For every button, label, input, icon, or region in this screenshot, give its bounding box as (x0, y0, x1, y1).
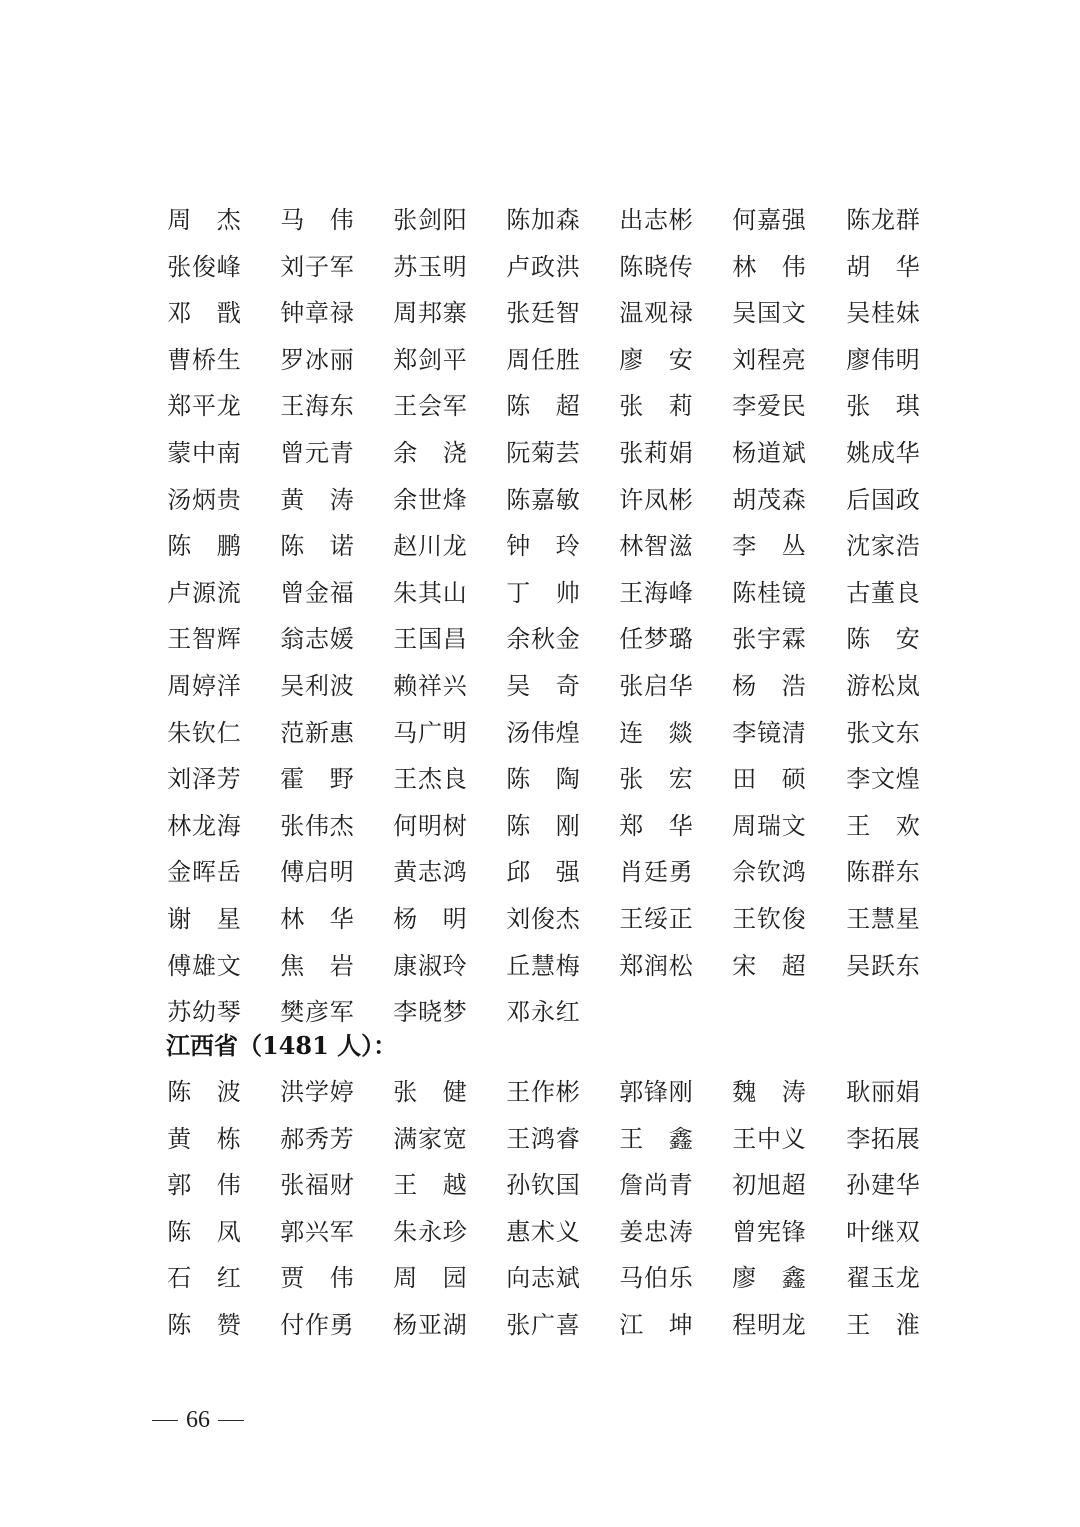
person-name: 游 松 岚 (846, 671, 920, 700)
person-name: 范 新 惠 (280, 718, 354, 747)
person-name: 陈 鹏 (167, 532, 241, 561)
person-name: 刘 俊 杰 (506, 904, 580, 933)
person-name: 任 梦 璐 (619, 625, 693, 654)
name-row (167, 1217, 927, 1264)
name-row (167, 391, 927, 438)
person-name: 陈 安 (846, 625, 920, 654)
person-name: 何 嘉 强 (732, 206, 806, 234)
person-name: 霍 野 (280, 765, 354, 794)
person-name: 吴 利 波 (280, 671, 354, 700)
name-row (167, 1124, 927, 1171)
person-name: 张 文 东 (846, 718, 920, 747)
page-number (150, 1405, 252, 1435)
name-row (167, 1263, 927, 1310)
person-name: 周 婷 洋 (167, 671, 241, 700)
person-name: 胡 茂 森 (732, 485, 806, 514)
person-name: 吴 奇 (506, 671, 580, 700)
person-name: 李 爱 民 (732, 392, 806, 421)
person-name: 邓 戬 (167, 299, 241, 328)
person-name: 谢 星 (167, 904, 241, 933)
person-name: 王 鑫 (619, 1124, 693, 1153)
person-name: 杨 道 斌 (732, 438, 806, 467)
person-name: 马 伯 乐 (619, 1264, 693, 1293)
name-row (167, 624, 927, 671)
person-name: 张 启 华 (619, 671, 693, 700)
person-name: 后 国 政 (846, 485, 920, 514)
person-name: 李 文 煌 (846, 765, 920, 794)
person-name: 王 海 峰 (619, 578, 693, 607)
person-name: 王 欢 (846, 811, 920, 840)
person-name: 陈 陶 (506, 765, 580, 794)
person-name: 王 作 彬 (506, 1078, 580, 1106)
person-name: 黄 栋 (167, 1124, 241, 1153)
name-row (167, 1170, 927, 1217)
name-list-jiangxi (167, 1077, 927, 1357)
person-name: 朱 钦 仁 (167, 718, 241, 747)
person-name: 钟 玲 (506, 532, 580, 561)
person-name: 陈 嘉 敏 (506, 485, 580, 514)
person-name: 张 莉 娟 (619, 438, 693, 467)
person-name: 赖 祥 兴 (393, 671, 467, 700)
person-name: 王 会 军 (393, 392, 467, 421)
person-name: 詹 尚 青 (619, 1171, 693, 1200)
person-name: 苏 玉 明 (393, 252, 467, 281)
person-name: 郝 秀 芳 (280, 1124, 354, 1153)
person-name: 邓 永 红 (506, 998, 580, 1027)
name-row (167, 1077, 927, 1124)
person-name: 苏 幼 琴 (167, 998, 241, 1027)
person-name: 陈 加 森 (506, 206, 580, 234)
person-name: 廖 鑫 (732, 1264, 806, 1293)
person-name: 张 莉 (619, 392, 693, 421)
person-name: 连 燚 (619, 718, 693, 747)
person-name: 古 董 良 (846, 578, 920, 607)
person-name: 刘 泽 芳 (167, 765, 241, 794)
person-name: 张 福 财 (280, 1171, 354, 1200)
person-name: 陈 凤 (167, 1217, 241, 1246)
person-name: 黄 志 鸿 (393, 858, 467, 887)
person-name: 卢 政 洪 (506, 252, 580, 281)
person-name: 汤 伟 煌 (506, 718, 580, 747)
person-name: 姜 忠 涛 (619, 1217, 693, 1246)
person-name: 邱 强 (506, 858, 580, 887)
name-row (167, 811, 927, 858)
person-name: 李 晓 梦 (393, 998, 467, 1027)
person-name: 王 中 义 (732, 1124, 806, 1153)
person-name: 王 智 辉 (167, 625, 241, 654)
person-name: 满 家 宽 (393, 1124, 467, 1153)
person-name: 江 坤 (619, 1310, 693, 1339)
person-name: 朱 永 珍 (393, 1217, 467, 1246)
person-name: 吴 国 文 (732, 299, 806, 328)
person-name: 马 伟 (280, 206, 354, 234)
person-name: 张 伟 杰 (280, 811, 354, 840)
person-name: 叶 继 双 (846, 1217, 920, 1246)
person-name: 何 明 树 (393, 811, 467, 840)
person-name: 蒙 中 南 (167, 438, 241, 467)
person-name: 魏 涛 (732, 1078, 806, 1106)
person-name: 张 琪 (846, 392, 920, 421)
person-name: 佘 钦 鸿 (732, 858, 806, 887)
person-name: 曾 金 福 (280, 578, 354, 607)
name-row (167, 671, 927, 718)
person-name: 向 志 斌 (506, 1264, 580, 1293)
person-name: 卢 源 流 (167, 578, 241, 607)
person-name: 张 俊 峰 (167, 252, 241, 281)
person-name: 周 邦 寨 (393, 299, 467, 328)
section-heading-jiangxi: 江西省（1481 人）： (166, 1031, 398, 1060)
dash-right (218, 1420, 244, 1421)
name-row (167, 531, 927, 578)
name-row (167, 485, 927, 532)
name-row (167, 951, 927, 998)
person-name: 张 健 (393, 1078, 467, 1106)
person-name: 曾 宪 锋 (732, 1217, 806, 1246)
person-name: 郑 润 松 (619, 951, 693, 980)
person-name: 傅 启 明 (280, 858, 354, 887)
name-row (167, 857, 927, 904)
name-row (167, 345, 927, 392)
person-name: 张 广 喜 (506, 1310, 580, 1339)
person-name: 周 瑞 文 (732, 811, 806, 840)
person-name: 翟 玉 龙 (846, 1264, 920, 1293)
person-name: 刘 程 亮 (732, 345, 806, 374)
person-name: 耿 丽 娟 (846, 1078, 920, 1106)
person-name: 孙 钦 国 (506, 1171, 580, 1200)
person-name: 焦 岩 (280, 951, 354, 980)
person-name: 金 晖 岳 (167, 858, 241, 887)
person-name: 陈 群 东 (846, 858, 920, 887)
person-name: 陈 波 (167, 1078, 241, 1106)
person-name: 胡 华 (846, 252, 920, 281)
page-number-value: 66 (186, 1407, 210, 1433)
person-name: 康 淑 玲 (393, 951, 467, 980)
person-name: 汤 炳 贵 (167, 485, 241, 514)
person-name: 王 杰 良 (393, 765, 467, 794)
person-name: 张 剑 阳 (393, 206, 467, 234)
person-name: 李 丛 (732, 532, 806, 561)
person-name: 付 作 勇 (280, 1310, 354, 1339)
person-name: 初 旭 超 (732, 1171, 806, 1200)
person-name: 郭 兴 军 (280, 1217, 354, 1246)
person-name: 王 淮 (846, 1310, 920, 1339)
name-row (167, 298, 927, 345)
person-name: 王 绥 正 (619, 904, 693, 933)
person-name: 李 拓 展 (846, 1124, 920, 1153)
person-name: 余 浇 (393, 438, 467, 467)
person-name: 林 华 (280, 904, 354, 933)
person-name: 许 凤 彬 (619, 485, 693, 514)
person-name: 出 志 彬 (619, 206, 693, 234)
person-name: 田 硕 (732, 765, 806, 794)
person-name: 周 任 胜 (506, 345, 580, 374)
person-name: 吴 桂 妹 (846, 299, 920, 328)
person-name: 翁 志 媛 (280, 625, 354, 654)
name-row (167, 205, 927, 252)
person-name: 贾 伟 (280, 1264, 354, 1293)
person-name: 张 廷 智 (506, 299, 580, 328)
person-name: 丘 慧 梅 (506, 951, 580, 980)
person-name: 黄 涛 (280, 485, 354, 514)
person-name: 惠 术 义 (506, 1217, 580, 1246)
person-name: 孙 建 华 (846, 1171, 920, 1200)
person-name: 石 红 (167, 1264, 241, 1293)
person-name: 宋 超 (732, 951, 806, 980)
person-name: 钟 章 禄 (280, 299, 354, 328)
person-name: 郭 锋 刚 (619, 1078, 693, 1106)
person-name: 陈 桂 镜 (732, 578, 806, 607)
person-name: 杨 浩 (732, 671, 806, 700)
person-name: 赵 川 龙 (393, 532, 467, 561)
person-name: 郑 华 (619, 811, 693, 840)
name-row (167, 764, 927, 811)
person-name: 张 宇 霖 (732, 625, 806, 654)
person-name: 阮 菊 芸 (506, 438, 580, 467)
person-name: 林 龙 海 (167, 811, 241, 840)
person-name: 廖 伟 明 (846, 345, 920, 374)
person-name: 程 明 龙 (732, 1310, 806, 1339)
person-name: 杨 明 (393, 904, 467, 933)
person-name: 沈 家 浩 (846, 532, 920, 561)
name-row (167, 904, 927, 951)
person-name: 樊 彦 军 (280, 998, 354, 1027)
person-name: 郑 平 龙 (167, 392, 241, 421)
name-row (167, 438, 927, 485)
person-name: 朱 其 山 (393, 578, 467, 607)
person-name: 林 智 滋 (619, 532, 693, 561)
person-name: 郑 剑 平 (393, 345, 467, 374)
person-name: 陈 刚 (506, 811, 580, 840)
person-name: 傅 雄 文 (167, 951, 241, 980)
person-name: 陈 晓 传 (619, 252, 693, 281)
person-name: 马 广 明 (393, 718, 467, 747)
person-name: 王 海 东 (280, 392, 354, 421)
name-row (167, 1310, 927, 1357)
person-name: 郭 伟 (167, 1171, 241, 1200)
person-name: 林 伟 (732, 252, 806, 281)
name-row (167, 252, 927, 299)
person-name: 陈 龙 群 (846, 206, 920, 234)
person-name: 吴 跃 东 (846, 951, 920, 980)
person-name: 曹 桥 生 (167, 345, 241, 374)
person-name: 余 世 烽 (393, 485, 467, 514)
dash-left (152, 1420, 178, 1421)
person-name: 廖 安 (619, 345, 693, 374)
person-name: 王 慧 星 (846, 904, 920, 933)
person-name: 余 秋 金 (506, 625, 580, 654)
name-row (167, 578, 927, 625)
person-name: 张 宏 (619, 765, 693, 794)
person-name: 洪 学 婷 (280, 1078, 354, 1106)
person-name: 姚 成 华 (846, 438, 920, 467)
person-name: 周 园 (393, 1264, 467, 1293)
person-name: 周 杰 (167, 206, 241, 234)
person-name: 王 鸿 睿 (506, 1124, 580, 1153)
person-name: 陈 赞 (167, 1310, 241, 1339)
person-name: 丁 帅 (506, 578, 580, 607)
person-name: 肖 廷 勇 (619, 858, 693, 887)
person-name: 杨 亚 湖 (393, 1310, 467, 1339)
person-name: 罗 冰 丽 (280, 345, 354, 374)
person-name: 陈 超 (506, 392, 580, 421)
person-name: 王 钦 俊 (732, 904, 806, 933)
name-row (167, 718, 927, 765)
person-name: 曾 元 青 (280, 438, 354, 467)
person-name: 王 国 昌 (393, 625, 467, 654)
person-name: 刘 子 军 (280, 252, 354, 281)
person-name: 王 越 (393, 1171, 467, 1200)
person-name: 陈 诺 (280, 532, 354, 561)
person-name: 温 观 禄 (619, 299, 693, 328)
person-name: 李 镜 清 (732, 718, 806, 747)
name-list-fujian-continued (167, 205, 927, 1044)
